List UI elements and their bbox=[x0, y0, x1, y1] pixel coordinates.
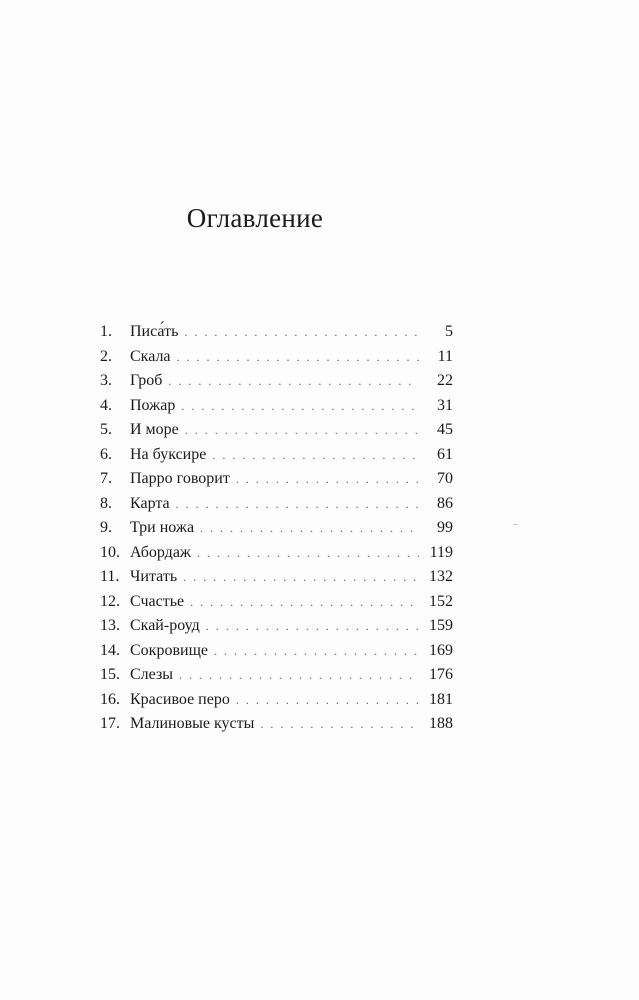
entry-title: Карта bbox=[130, 494, 170, 512]
dot-leader bbox=[197, 546, 419, 561]
toc-entry bbox=[100, 372, 453, 397]
dot-leader bbox=[185, 423, 419, 438]
entry-title: Красивое перо bbox=[130, 690, 230, 708]
entry-title: Пожар bbox=[130, 396, 176, 414]
entry-title: Писа́ть bbox=[130, 323, 179, 340]
dot-leader bbox=[181, 399, 419, 414]
dot-leader bbox=[200, 521, 419, 536]
entry-number: 5. bbox=[100, 421, 112, 438]
dot-leader bbox=[214, 644, 419, 659]
toc-entry bbox=[100, 323, 453, 348]
toc-entry bbox=[100, 642, 453, 667]
entry-page: 45 bbox=[437, 421, 453, 438]
toc-entry bbox=[100, 617, 453, 642]
entry-number: 15. bbox=[100, 666, 120, 683]
entry-page: 176 bbox=[429, 666, 453, 683]
dot-leader bbox=[177, 350, 419, 365]
toc-entry bbox=[100, 666, 453, 691]
toc-entry bbox=[100, 397, 453, 422]
entry-title: Слезы bbox=[130, 666, 174, 683]
toc-entry bbox=[100, 470, 453, 495]
toc-entry bbox=[100, 568, 453, 593]
entry-page: 86 bbox=[437, 494, 453, 512]
dot-leader bbox=[184, 325, 419, 340]
entry-page: 132 bbox=[429, 568, 453, 585]
toc-entry bbox=[100, 593, 453, 618]
entry-number: 14. bbox=[100, 641, 120, 659]
entry-number: 4. bbox=[100, 396, 112, 414]
entry-number: 7. bbox=[100, 470, 112, 487]
dot-leader bbox=[168, 374, 419, 389]
dot-leader bbox=[236, 693, 419, 708]
toc-entry bbox=[100, 519, 453, 544]
toc-entry bbox=[100, 348, 453, 373]
entry-title: Парро говорит bbox=[130, 470, 230, 487]
entry-page: 169 bbox=[429, 641, 453, 659]
entry-page: 188 bbox=[429, 715, 453, 732]
entry-title: Счастье bbox=[130, 592, 185, 610]
entry-page: 22 bbox=[437, 372, 453, 389]
entry-title: Читать bbox=[130, 568, 178, 585]
entry-title: Малиновые кусты bbox=[130, 715, 255, 732]
entry-page: 119 bbox=[429, 543, 453, 561]
scan-speck bbox=[514, 524, 517, 525]
entry-title: Гроб bbox=[130, 372, 163, 389]
entry-number: 1. bbox=[100, 323, 112, 340]
toc-entry bbox=[100, 495, 453, 520]
entry-title: И море bbox=[130, 421, 179, 438]
entry-page: 70 bbox=[437, 470, 453, 487]
dot-leader bbox=[212, 448, 419, 463]
entry-number: 12. bbox=[100, 592, 120, 610]
dot-leader bbox=[236, 472, 419, 487]
entry-number: 3. bbox=[100, 372, 112, 389]
dot-leader bbox=[179, 668, 419, 683]
entry-page: 5 bbox=[445, 323, 453, 340]
entry-page: 61 bbox=[437, 445, 453, 463]
toc-entry bbox=[100, 446, 453, 471]
entry-page: 31 bbox=[437, 396, 453, 414]
entry-page: 11 bbox=[437, 347, 453, 365]
dot-leader bbox=[190, 595, 419, 610]
entry-number: 11. bbox=[100, 568, 120, 585]
entry-number: 13. bbox=[100, 617, 120, 634]
entry-page: 181 bbox=[429, 690, 453, 708]
entry-title: Скала bbox=[130, 347, 171, 365]
page-title: Оглавление bbox=[186, 203, 324, 233]
entry-number: 17. bbox=[100, 715, 120, 732]
entry-number: 6. bbox=[100, 445, 112, 463]
dot-leader bbox=[176, 497, 419, 512]
entry-title: На буксире bbox=[130, 445, 207, 463]
entry-page: 99 bbox=[437, 519, 453, 536]
entry-title: Скай-роуд bbox=[130, 617, 200, 634]
toc-entry bbox=[100, 715, 453, 740]
table-of-contents bbox=[100, 323, 453, 740]
entry-page: 159 bbox=[429, 617, 453, 634]
entry-title: Три ножа bbox=[130, 519, 195, 536]
entry-number: 2. bbox=[100, 347, 112, 365]
dot-leader bbox=[260, 717, 419, 732]
dot-leader bbox=[206, 619, 419, 634]
toc-entry bbox=[100, 691, 453, 716]
entry-number: 8. bbox=[100, 494, 112, 512]
entry-title: Сокровище bbox=[130, 641, 208, 659]
entry-title: Абордаж bbox=[130, 543, 191, 561]
entry-number: 10. bbox=[100, 543, 120, 561]
entry-number: 16. bbox=[100, 690, 120, 708]
toc-entry bbox=[100, 421, 453, 446]
entry-number: 9. bbox=[100, 519, 112, 536]
dot-leader bbox=[183, 570, 419, 585]
entry-page: 152 bbox=[429, 592, 453, 610]
toc-entry bbox=[100, 544, 453, 569]
